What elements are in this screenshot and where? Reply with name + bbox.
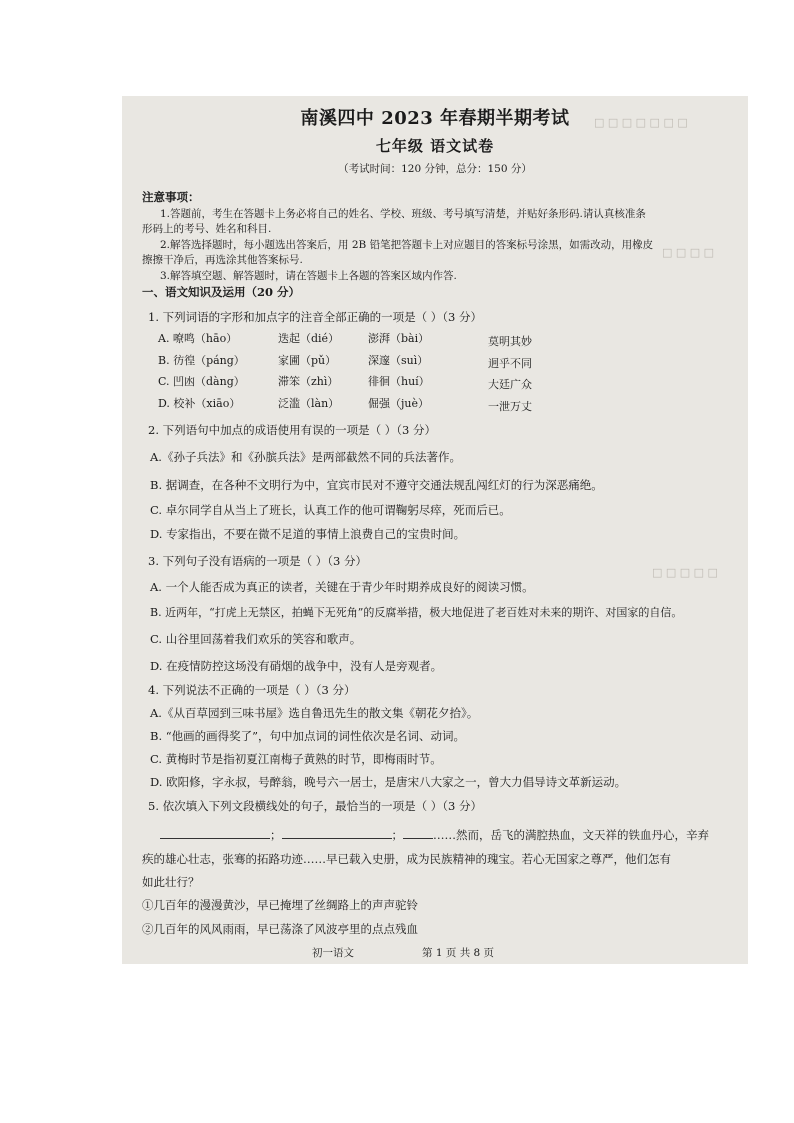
q2-option-a: A.《孙子兵法》和《孙膑兵法》是两部截然不同的兵法著作。 bbox=[150, 450, 461, 464]
q1-option-b-word1: B. 彷徨（páng） bbox=[158, 354, 245, 367]
note-line: 2.解答选择题时，每小题选出答案后，用 2B 铅笔把答题卡上对应题目的答案标号涂黑，如需改动，用橡皮 bbox=[160, 239, 654, 251]
q1-option-d-word4: 一泄万丈 bbox=[488, 400, 532, 413]
q1-option-a-word4: 莫明其妙 bbox=[488, 335, 532, 348]
note-line: 擦擦干净后，再选涂其他答案标号. bbox=[142, 254, 303, 266]
q4-option-d: D. 欧阳修，字永叔，号醉翁，晚号六一居士，是唐宋八大家之一，曾大力倡导诗文革新运动。 bbox=[150, 775, 627, 789]
footer-subject: 初一语文 bbox=[312, 947, 354, 959]
q4-option-b: B. “他画的画得奖了”，句中加点词的词性依次是名词、动词。 bbox=[150, 729, 466, 743]
q3-option-d: D. 在疫情防控这场没有硝烟的战争中，没有人是旁观者。 bbox=[150, 659, 443, 673]
blank-separator: ； bbox=[270, 828, 282, 842]
q1-option-a-word2: 迭起（dié） bbox=[278, 332, 340, 345]
footer-page-number: 第 1 页 共 8 页 bbox=[422, 947, 495, 959]
q1-option-d-word3: 倔强（juè） bbox=[368, 397, 430, 410]
q1-option-d-word2: 泛滥（làn） bbox=[278, 397, 340, 410]
fill-blank bbox=[160, 828, 270, 839]
q1-option-c-word4: 大廷广众 bbox=[488, 378, 532, 391]
bleed-through-text: □ □ □ □ bbox=[662, 246, 715, 259]
q1-option-c-word1: C. 凹凼（dàng） bbox=[158, 375, 245, 388]
note-line: 1.答题前，考生在答题卡上务必将自己的姓名、学校、班级、考号填写清楚，并贴好条形码.请认真核准条 bbox=[160, 208, 646, 220]
note-line: 3.解答填空题、解答题时，请在答题卡上各题的答案区域内作答. bbox=[160, 270, 457, 282]
question-2-stem: 2. 下列语句中加点的成语使用有误的一项是（ ）（3 分） bbox=[148, 423, 437, 437]
notes-heading: 注意事项： bbox=[142, 190, 200, 204]
note-line: 形码上的考号、姓名和科目. bbox=[142, 223, 272, 235]
q3-option-a: A. 一个人能否成为真正的读者，关键在于青少年时期养成良好的阅读习惯。 bbox=[150, 580, 534, 594]
q1-option-b-word3: 深邃（suì） bbox=[368, 354, 429, 367]
question-1-stem: 1. 下列词语的字形和加点字的注音全部正确的一项是（ ）（3 分） bbox=[148, 310, 483, 324]
q1-option-a-word3: 澎湃（bài） bbox=[368, 332, 430, 345]
q2-option-c: C. 卓尔同学自从当上了班长，认真工作的他可谓鞠躬尽瘁，死而后已。 bbox=[150, 503, 511, 517]
q1-option-a-word1: A. 嘹鸣（hāo） bbox=[158, 332, 238, 345]
question-3-stem: 3. 下列句子没有语病的一项是（ ）（3 分） bbox=[148, 554, 368, 568]
exam-info: （考试时间：120 分钟，总分：150 分） bbox=[338, 163, 532, 175]
q1-option-d-word1: D. 校补（xiāo） bbox=[158, 397, 241, 410]
q2-option-d: D. 专家指出，不要在微不足道的事情上浪费自己的宝贵时间。 bbox=[150, 527, 466, 541]
bleed-through-text: □ □ □ □ □ bbox=[652, 566, 718, 579]
q1-option-b-word2: 家圃（pǔ） bbox=[278, 354, 337, 367]
q4-option-a: A.《从百草园到三味书屋》选自鲁迅先生的散文集《朝花夕拾》。 bbox=[150, 706, 479, 720]
q1-option-b-word4: 迥乎不同 bbox=[488, 357, 532, 370]
q5-option-2: ②几百年的风风雨雨，早已荡涤了风波亭里的点点残血 bbox=[142, 922, 418, 936]
q2-option-b: B. 据调查，在各种不文明行为中，宜宾市民对不遵守交通法规乱闯红灯的行为深恶痛绝。 bbox=[150, 478, 603, 492]
q4-option-c: C. 黄梅时节是指初夏江南梅子黄熟的时节，即梅雨时节。 bbox=[150, 752, 442, 766]
q3-option-c: C. 山谷里回荡着我们欢乐的笑容和歌声。 bbox=[150, 632, 362, 646]
exam-page bbox=[122, 96, 748, 964]
exam-subtitle: 七年级 语文试卷 bbox=[375, 137, 495, 155]
blank-separator: ； bbox=[391, 828, 403, 842]
q3-option-b: B. 近两年，“打虎上无禁区，拍蝇下无死角”的反腐举措，极大地促进了老百姓对未来的期许、对国家的自信。 bbox=[150, 606, 683, 619]
q1-option-c-word3: 徘徊（huí） bbox=[368, 375, 430, 388]
q1-option-c-word2: 滞笨（zhì） bbox=[278, 375, 339, 388]
q5-passage-line3: 如此壮行？ bbox=[142, 875, 200, 889]
q5-passage-text: ……然而，岳飞的满腔热血，文天祥的铁血丹心，辛弃 bbox=[433, 828, 709, 842]
exam-title: 南溪四中 2023 年春期半期考试 bbox=[300, 108, 570, 129]
question-4-stem: 4. 下列说法不正确的一项是（ ）（3 分） bbox=[148, 683, 356, 697]
fill-blank bbox=[403, 828, 433, 839]
question-5-stem: 5. 依次填入下列文段横线处的句子，最恰当的一项是（ ）（3 分） bbox=[148, 799, 483, 813]
bleed-through-text: □ □ □ □ □ □ □ bbox=[594, 116, 688, 129]
section-heading: 一、语文知识及运用（20 分） bbox=[142, 285, 301, 299]
fill-blank bbox=[282, 828, 392, 839]
q5-passage-line1 bbox=[160, 828, 709, 842]
q5-option-1: ①几百年的漫漫黄沙，早已掩埋了丝绸路上的声声驼铃 bbox=[142, 898, 418, 912]
q5-passage-line2: 疾的雄心壮志，张骞的拓路功迹……早已载入史册，成为民族精神的瑰宝。若心无国家之尊严，他们怎有 bbox=[142, 852, 671, 866]
